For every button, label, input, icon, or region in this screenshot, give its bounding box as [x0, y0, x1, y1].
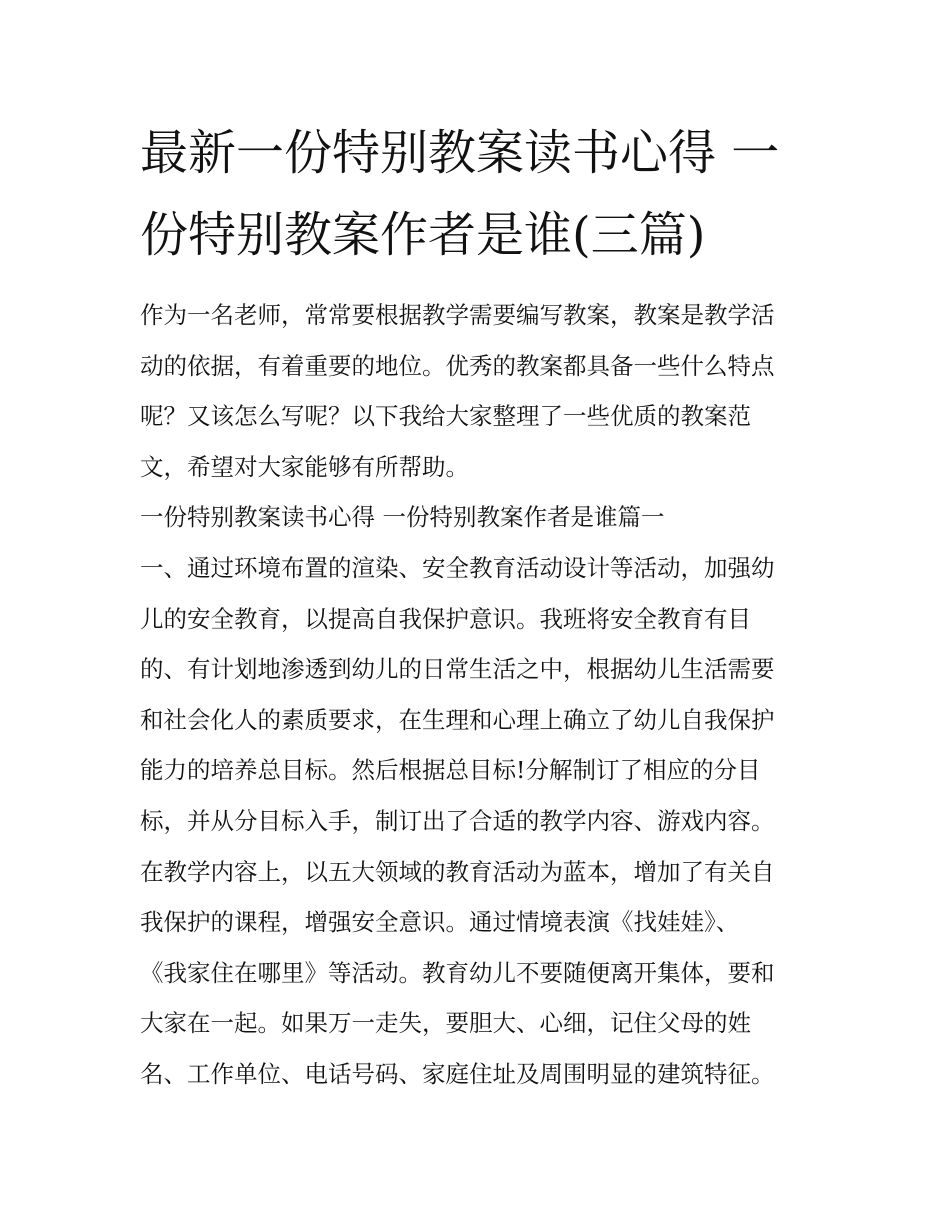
body-line: 儿的安全教育，以提高自我保护意识。我班将安全教育有目	[140, 604, 751, 633]
section-heading: 一份特别教案读书心得 一份特别教案作者是谁篇一	[140, 503, 665, 532]
title-line-1: 最新一份特别教案读书心得 一	[140, 125, 780, 181]
body-line: 标，并从分目标入手，制订出了合适的教学内容、游戏内容。	[140, 806, 775, 835]
body-line: 的、有计划地渗透到幼儿的日常生活之中，根据幼儿生活需要	[140, 655, 775, 684]
body-line: 呢？又该怎么写呢？以下我给大家整理了一些优质的教案范	[140, 402, 751, 431]
document-title	[140, 112, 815, 276]
body-line: 一、通过环境布置的渲染、安全教育活动设计等活动，加强幼	[140, 553, 775, 582]
body-line: 作为一名老师，常常要根据教学需要编写教案，教案是教学活	[140, 301, 775, 329]
body-line: 我保护的课程，增强安全意识。通过情境表演《找娃娃》、	[140, 908, 740, 937]
body-line: 和社会化人的素质要求，在生理和心理上确立了幼儿自我保护	[140, 705, 775, 734]
body-line: 名、工作单位、电话号码、家庭住址及周围明显的建筑特征。	[140, 1059, 775, 1088]
body-line: 能力的培养总目标。然后根据总目标!分解制订了相应的分目	[140, 756, 761, 785]
body-line: 动的依据，有着重要的地位。优秀的教案都具备一些什么特点	[140, 351, 775, 380]
title-line-2: 份特别教案作者是谁(三篇)	[140, 207, 706, 263]
body-line: 在教学内容上，以五大领域的教育活动为蓝本，增加了有关自	[140, 857, 775, 886]
document-content	[140, 112, 815, 1100]
body-line: 《我家住在哪里》等活动。教育幼儿不要随便离开集体，要和	[140, 958, 775, 987]
body-line: 文，希望对大家能够有所帮助。	[140, 452, 469, 481]
body-line: 大家在一起。如果万一走失，要胆大、心细，记住父母的姓	[140, 1009, 751, 1038]
document-body	[140, 290, 815, 1100]
